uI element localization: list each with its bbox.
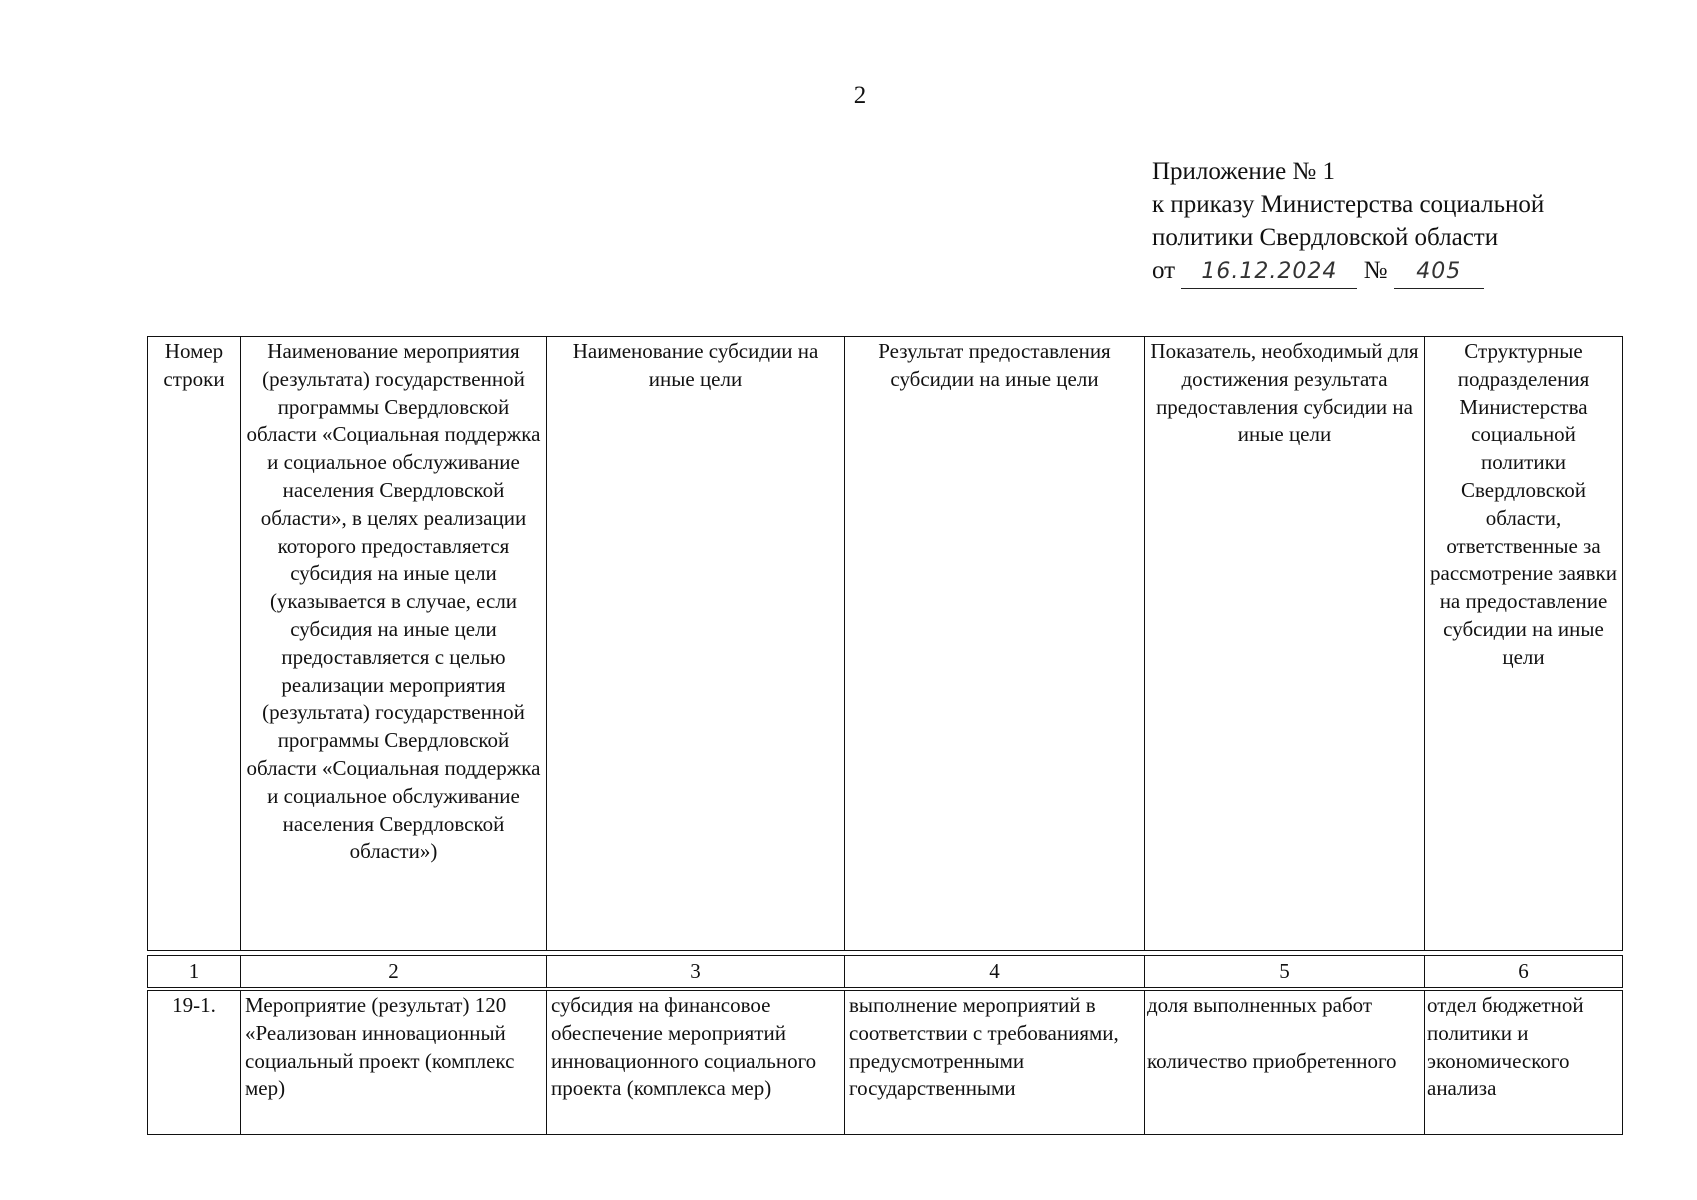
- appendix-block: [1152, 155, 1544, 289]
- table-body: [147, 990, 1623, 1135]
- column-number: 5: [1145, 956, 1425, 988]
- number-label: №: [1363, 257, 1388, 284]
- row-subsidy: субсидия на финансовое обеспечение мероприятий инновационного социального проекта (комплекса мер): [547, 991, 845, 1135]
- handwritten-date: 16.12.2024: [1181, 255, 1357, 289]
- page-number: 2: [853, 82, 867, 109]
- header-event-name: Наименование мероприятия (результата) государственной программы Свердловской области «Социальная поддержка и социальное обслуживание населения Свердловской области», в целях реализации которого предоставляется субсидия на иные цели (указывается в случае, если субсидия на иные цели предоставляется с целью реализации мероприятия (результата) государственной программы Свердловской области «Социальная поддержка и социальное обслуживание населения Свердловской области»): [241, 337, 547, 951]
- header-row-number: Номер строки: [148, 337, 241, 951]
- header-subsidy-name: Наименование субсидии на иные цели: [547, 337, 845, 951]
- appendix-order-ref: к приказу Министерства социальной: [1152, 191, 1545, 218]
- column-number: 4: [845, 956, 1145, 988]
- appendix-title: Приложение № 1: [1152, 158, 1336, 185]
- row-result: выполнение мероприятий в соответствии с требованиями, предусмотренными государственными: [845, 991, 1145, 1135]
- table-row: [148, 991, 1623, 1135]
- column-number: 6: [1425, 956, 1623, 988]
- indicator-quantity: количество приобретенного: [1147, 1048, 1397, 1073]
- table-column-numbers: [147, 955, 1623, 988]
- row-indicator: [1145, 991, 1425, 1135]
- header-indicator: Показатель, необходимый для достижения результата предоставления субсидии на иные цели: [1145, 337, 1425, 951]
- handwritten-number: 405: [1394, 255, 1484, 289]
- table-header: [147, 336, 1623, 951]
- indicator-share: доля выполненных работ: [1147, 993, 1373, 1017]
- appendix-ministry: политики Свердловской области: [1152, 224, 1499, 251]
- appendix-date-line: [1152, 254, 1544, 289]
- row-number: 19-1.: [148, 991, 241, 1135]
- row-event: Мероприятие (результат) 120 «Реализован инновационный социальный проект (комплекс мер): [241, 991, 547, 1135]
- header-result: Результат предоставления субсидии на иные цели: [845, 337, 1145, 951]
- header-departments: Структурные подразделения Министерства социальной политики Свердловской области, ответственные за рассмотрение заявки на предоставление субсидии на иные цели: [1425, 337, 1623, 951]
- column-number: 2: [241, 956, 547, 988]
- column-number: 1: [148, 956, 241, 988]
- from-label: от: [1152, 257, 1176, 284]
- row-department: отдел бюджетной политики и экономического анализа: [1425, 991, 1623, 1135]
- column-number: 3: [547, 956, 845, 988]
